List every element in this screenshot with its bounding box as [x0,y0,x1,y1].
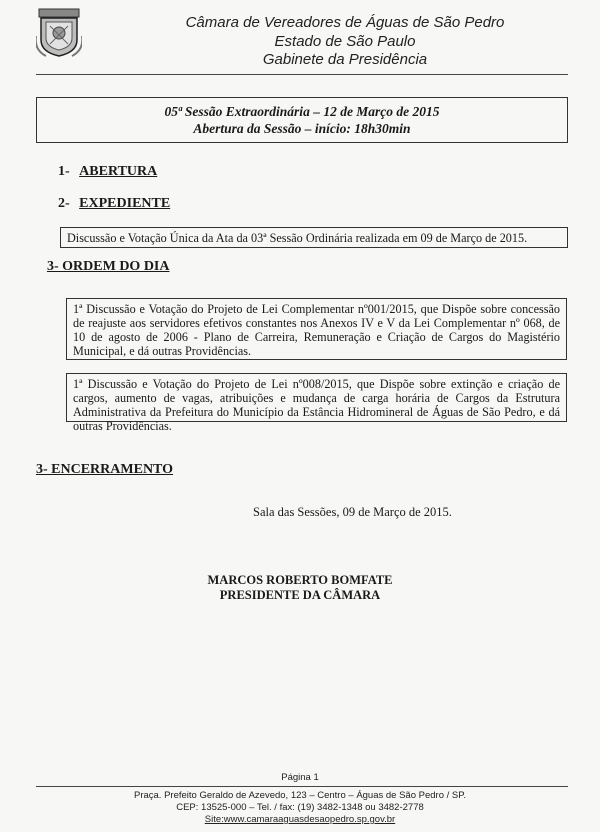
section-encerramento [36,462,173,478]
expediente-item: Discussão e Votação Única da Ata da 03ª Sessão Ordinária realizada em 09 de Março de 2015. [60,227,568,248]
section-abertura [58,164,157,180]
section-title: 3- ENCERRAMENTO [36,462,174,477]
session-header-box [36,97,568,143]
coat-of-arms-logo [36,6,82,58]
footer-website[interactable]: Site:www.camaraaguasdesaopedro.sp.gov.br [204,814,396,825]
ordem-item-2: 1ª Discussão e Votação do Projeto de Lei nº008/2015, que Dispõe sobre extinção e criação de cargos, aumento de vagas, atribuições e mudança de carga horária de Cargos da Estrutura Administrativa da Prefeitura do Município da Estância Hidromineral de Águas de São Pedro, e dá outras Providências. [66,373,567,422]
section-number: 1- [58,164,70,179]
section-ordem-do-dia [47,259,170,275]
chamber-name: Câmara de Vereadores de Águas de São Pedro [185,14,505,31]
ordem-item-1: 1ª Discussão e Votação do Projeto de Lei Complementar nº001/2015, que Dispõe sobre concessão de reajuste aos servidores efetivos constantes nos Anexos IV e V da Lei Complementar nº 068, de 10 de agosto de 2006 - Plano de Carreira, Remuneração e Criação de Cargos do Magistério Municipal, e dá outras Providências. [66,298,567,360]
section-number: 2- [58,196,70,211]
office-name: Gabinete da Presidência [262,51,428,68]
footer-contact: CEP: 13525-000 – Tel. / fax: (19) 3482-1348 ou 3482-2778 [176,802,424,813]
page-number: Página 1 [281,772,319,783]
footer-divider [36,786,568,787]
section-expediente [58,196,170,212]
place-and-date: Sala das Sessões, 09 de Março de 2015. [253,505,452,519]
section-title: ABERTURA [79,164,158,179]
section-title: 3- ORDEM DO DIA [47,259,170,274]
session-title: 05ª Sessão Extraordinária – 12 de Março de 2015 [164,104,440,119]
state-name: Estado de São Paulo [274,33,416,50]
section-title: EXPEDIENTE [79,196,171,211]
header-divider [36,74,568,75]
footer-address: Praça. Prefeito Geraldo de Azevedo, 123 – Centro – Águas de São Pedro / SP. [133,790,466,801]
signer-name: MARCOS ROBERTO BOMFATE [207,573,393,587]
signer-role: PRESIDENTE DA CÂMARA [219,588,381,602]
session-opening-time: Abertura da Sessão – início: 18h30min [193,121,411,136]
